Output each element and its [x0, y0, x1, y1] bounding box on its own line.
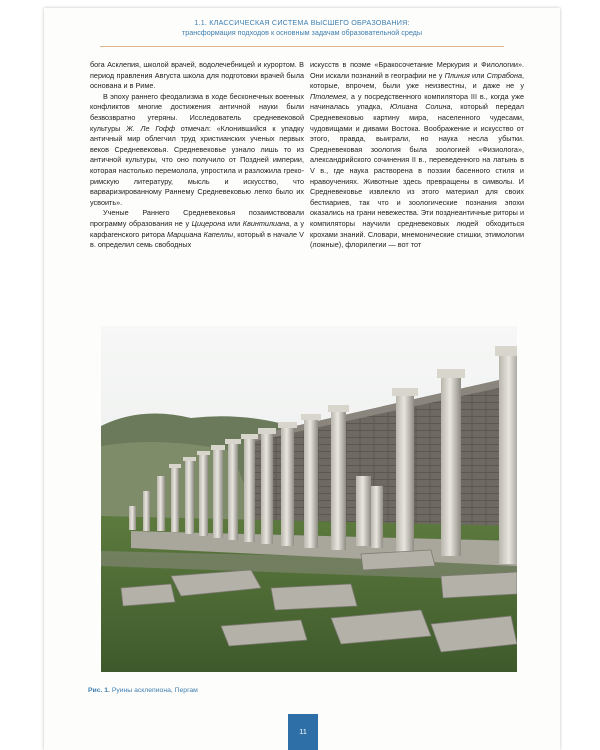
author-name: Марциана Капеллы [167, 229, 234, 239]
book-page [44, 8, 560, 750]
author-name: Цицерона [191, 218, 226, 228]
author-name: Плиния [444, 70, 470, 80]
text-column-left [90, 60, 304, 251]
figure-caption [88, 687, 198, 694]
text-column-right [310, 60, 524, 251]
figure-label: Рис. 1. [88, 687, 110, 694]
paragraph: бога Асклепия, школой врачей, водолечебницей и курортом. В период правления Августа школа для подготовки врачей была основана и в Риме. [90, 60, 304, 91]
paragraph: искусств в поэме «Бракосочетание Меркурия и Филологии». Они искали познаний в географии не у Плиния или Страбона, которые, впрочем, были уже неизвестны, и даже не у Птолемея, а у посредственного компилятора III в., когда уже начиналась упадка, Юлиана Солина, который передал Средневековью картину мира, населенного чудесами, чудовищами и дивами Востока. Воображение и искусство от этого, правда, выиграли, но наука несла убытки. Средневековая зоология была зоологией «Физиолога», александрийского сочинения II в., переведенного на латынь в V в., где наука растворена в поэзии басенного стиля и нравоучениях. Животные здесь превращены в символы. И Средневековье извлекло из этого материал для своих бестиариев, так что и зоологические познания эпохи оказались на грани невежества. Эти позднеантичные риторы и компиляторы научили средневековых людей обходиться крохами знаний. Словари, мнемонические стишки, этимологии (ложные), флорилегии — вот тот [310, 60, 525, 250]
author-name: Юлиана Солина [390, 102, 451, 112]
page-number: 11 [288, 714, 318, 750]
author-name: Ж. Ле Гофф [126, 123, 176, 133]
author-name: Квинтилиана [242, 218, 290, 228]
header-rule [100, 46, 504, 47]
running-header [44, 18, 560, 37]
figure-caption-text: Руины асклепиона, Пергам [111, 687, 198, 694]
paragraph: В эпоху раннего феодализма в ходе бесконечных военных конфликтов многие достижения античной науки были безвозвратно утеряны. Исследователь средневековой культуры Ж. Ле Гофф отмечал: «Клонившийся к упадку античный мир облегчил труд христианских ученых первых веков Средневековья. Средневековье узнало лишь то из античной культуры, что оно получило от Поздней империи, которая настолько перемолола, упростила и разложила греко-римскую литературу, мысль и искусство, что варваризированному Раннему Средневековью легко было их усвоить». [90, 91, 304, 207]
chapter-subtitle: трансформация подходов к основным задачам образовательной среды [181, 27, 423, 37]
ruins-photo [101, 326, 517, 672]
author-name: Птолемея [310, 91, 346, 101]
author-name: Страбона [486, 70, 522, 80]
paragraph: Ученые Раннего Средневековья позаимствовали программу образования не у Цицерона или Квинтилиана, а у карфагенского ритора Марциана Капеллы, который в начале V в. определил семь свободных [90, 208, 305, 250]
chapter-title: 1.1. КЛАССИЧЕСКАЯ СИСТЕМА ВЫСШЕГО ОБРАЗОВАНИЯ: [194, 18, 410, 27]
